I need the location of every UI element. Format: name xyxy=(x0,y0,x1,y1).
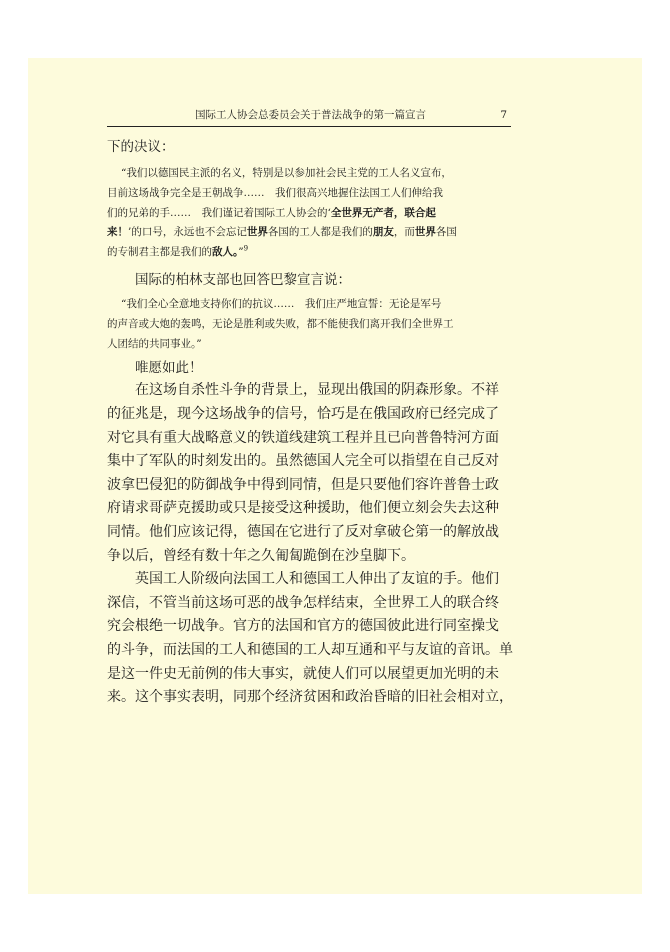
emphasis: 敌人。 xyxy=(212,246,239,259)
quote-line: 们的兄弟的手…… 我们谨记着国际工人协会的‘全世界无产者，联合起 xyxy=(107,206,436,219)
text-line: 在这场自杀性斗争的背景上，显现出俄国的阴森形象。不祥 xyxy=(135,382,499,399)
text-line: 是这一件史无前例的伟大事实，就使人们可以展望更加光明的未 xyxy=(107,665,499,682)
text-line: 来。这个事实表明，同那个经济贫困和政治昏暗的旧社会相对立， xyxy=(107,689,513,706)
emphasis: 世界 xyxy=(414,226,436,239)
quote-line: 目前这场战争完全是王朝战争…… 我们很高兴地握住法国工人们伸给我 xyxy=(107,186,443,199)
text-line: 集中了军队的时刻发出的。虽然德国人完全可以指望在自己反对 xyxy=(107,453,499,470)
text-line: 同情。他们应该记得，德国在它进行了反对拿破仑第一的解放战 xyxy=(107,523,499,540)
page-number: 7 xyxy=(500,109,507,121)
page-body xyxy=(107,136,511,710)
quote-line: 来！’的口号，永远也不会忘记世界各国的工人都是我们的朋友，而世界各国 xyxy=(107,226,457,239)
emphasis: 朋友 xyxy=(372,226,394,239)
text-line: 的征兆是，现今这场战争的信号，恰巧是在俄国政府已经完成了 xyxy=(107,405,499,422)
text-line: 英国工人阶级向法国工人和德国工人伸出了友谊的手。他们 xyxy=(135,571,499,588)
emphasis: 来！ xyxy=(107,226,128,239)
text-line: 究会根绝一切战争。官方的法国和官方的德国彼此进行同室操戈 xyxy=(107,618,499,635)
text-line: 府请求哥萨克援助或只是接受这种援助，他们便立刻会失去这种 xyxy=(107,500,499,517)
text-line: 国际的柏林支部也回答巴黎宣言说： xyxy=(135,271,351,288)
quote-line: “我们全心全意地支持你们的抗议…… 我们庄严地宣誓：无论是军号 xyxy=(121,297,442,310)
text-line: 的斗争，而法国的工人和德国的工人却互通和平与友谊的音讯。单 xyxy=(107,641,513,658)
text-line: 下的决议： xyxy=(107,139,175,155)
footnote-marker[interactable]: 9 xyxy=(243,244,249,253)
emphasis: 世界 xyxy=(246,226,268,239)
running-header xyxy=(107,106,511,127)
quote-line: 人团结的共同事业。” xyxy=(107,337,202,350)
text-line: 争以后，曾经有数十年之久匍匐跪倒在沙皇脚下。 xyxy=(107,547,415,564)
quote-line: “我们以德国民主派的名义，特别是以参加社会民主党的工人名义宣布， xyxy=(121,167,452,179)
quote-line: 的专制君主都是我们的敌人。”$^9$ xyxy=(107,244,249,259)
emphasis: 全世界无产者，联合起 xyxy=(330,206,436,219)
block-quote xyxy=(107,295,511,354)
paragraph xyxy=(107,379,511,568)
block-quote xyxy=(107,164,511,263)
text-line: 深信，不管当前这场可恶的战争怎样结束，全世界工人的联合终 xyxy=(107,594,499,611)
text-line: 唯愿如此！ xyxy=(135,360,203,377)
paragraph xyxy=(107,568,511,710)
text-line: 波拿巴侵犯的防御战争中得到同情，但是只要他们容许普鲁士政 xyxy=(107,476,499,493)
running-title: 国际工人协会总委员会关于普法战争的第一篇宣言 xyxy=(195,109,426,121)
text-line: 对它具有重大战略意义的铁道线建筑工程并且已向普鲁特河方面 xyxy=(107,429,499,446)
quote-line: 的声音或大炮的轰鸣，无论是胜利或失败，都不能使我们离开我们全世界工 xyxy=(107,317,454,330)
